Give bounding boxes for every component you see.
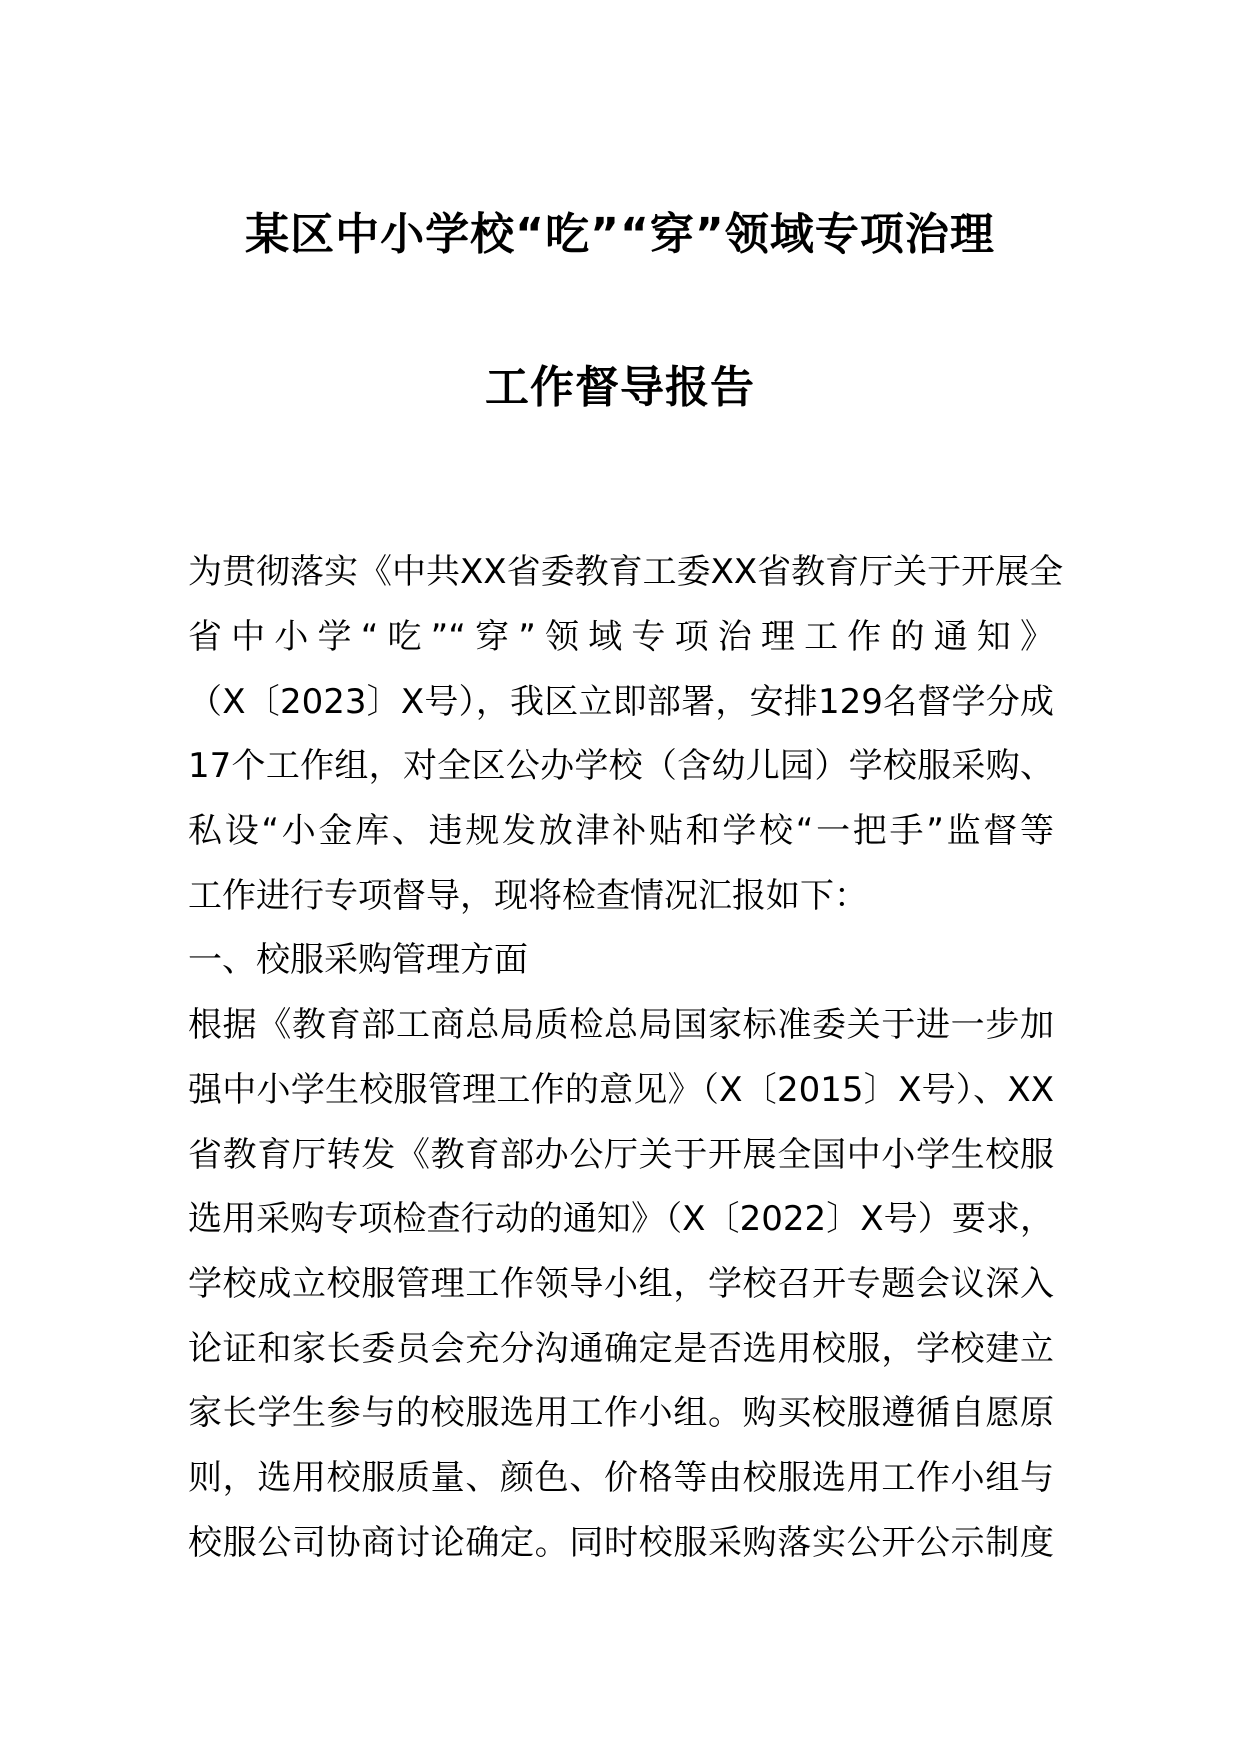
paragraph-line: 家长学生参与的校服选用工作小组。购买校服遵循自愿原 xyxy=(188,1393,1054,1433)
paragraph-line: 则，选用校服质量、颜色、价格等由校服选用工作小组与 xyxy=(188,1458,1054,1498)
paragraph-line: 强中小学生校服管理工作的意见》（X〔2015〕X号）、XX xyxy=(188,1070,1054,1110)
paragraph-line: 论证和家长委员会充分沟通确定是否选用校服，学校建立 xyxy=(188,1329,1054,1369)
paragraph-line: 工作进行专项督导，现将检查情况汇报如下： xyxy=(188,876,868,916)
paragraph-line: 为贯彻落实《中共XX省委教育工委XX省教育厅关于开展全 xyxy=(188,552,1064,592)
paragraph-line: 校服公司协商讨论确定。同时校服采购落实公开公示制度 xyxy=(188,1523,1054,1563)
paragraph-line: 私设“小金库、违规发放津补贴和学校“一把手”监督等 xyxy=(188,811,1054,851)
paragraph-line: 选用采购专项检查行动的通知》（X〔2022〕X号）要求， xyxy=(188,1199,1054,1239)
document-title-line-1: 某区中小学校“吃”“穿”领域专项治理 xyxy=(245,209,995,260)
paragraph-line: （X〔2023〕X号），我区立即部署，安排129名督学分成 xyxy=(188,682,1054,722)
paragraph-line: 根据《教育部工商总局质检总局国家标准委关于进一步加 xyxy=(188,1005,1054,1045)
document-title-line-2: 工作督导报告 xyxy=(485,362,755,413)
paragraph-line: 省中小学“吃”“穿”领域专项治理工作的通知》 xyxy=(188,617,1054,657)
paragraph-line: 省教育厅转发《教育部办公厅关于开展全国中小学生校服 xyxy=(188,1135,1054,1175)
section-heading: 一、校服采购管理方面 xyxy=(188,940,528,980)
paragraph-line: 学校成立校服管理工作领导小组，学校召开专题会议深入 xyxy=(188,1264,1054,1304)
paragraph-line: 17个工作组，对全区公办学校（含幼儿园）学校服采购、 xyxy=(188,746,1054,786)
